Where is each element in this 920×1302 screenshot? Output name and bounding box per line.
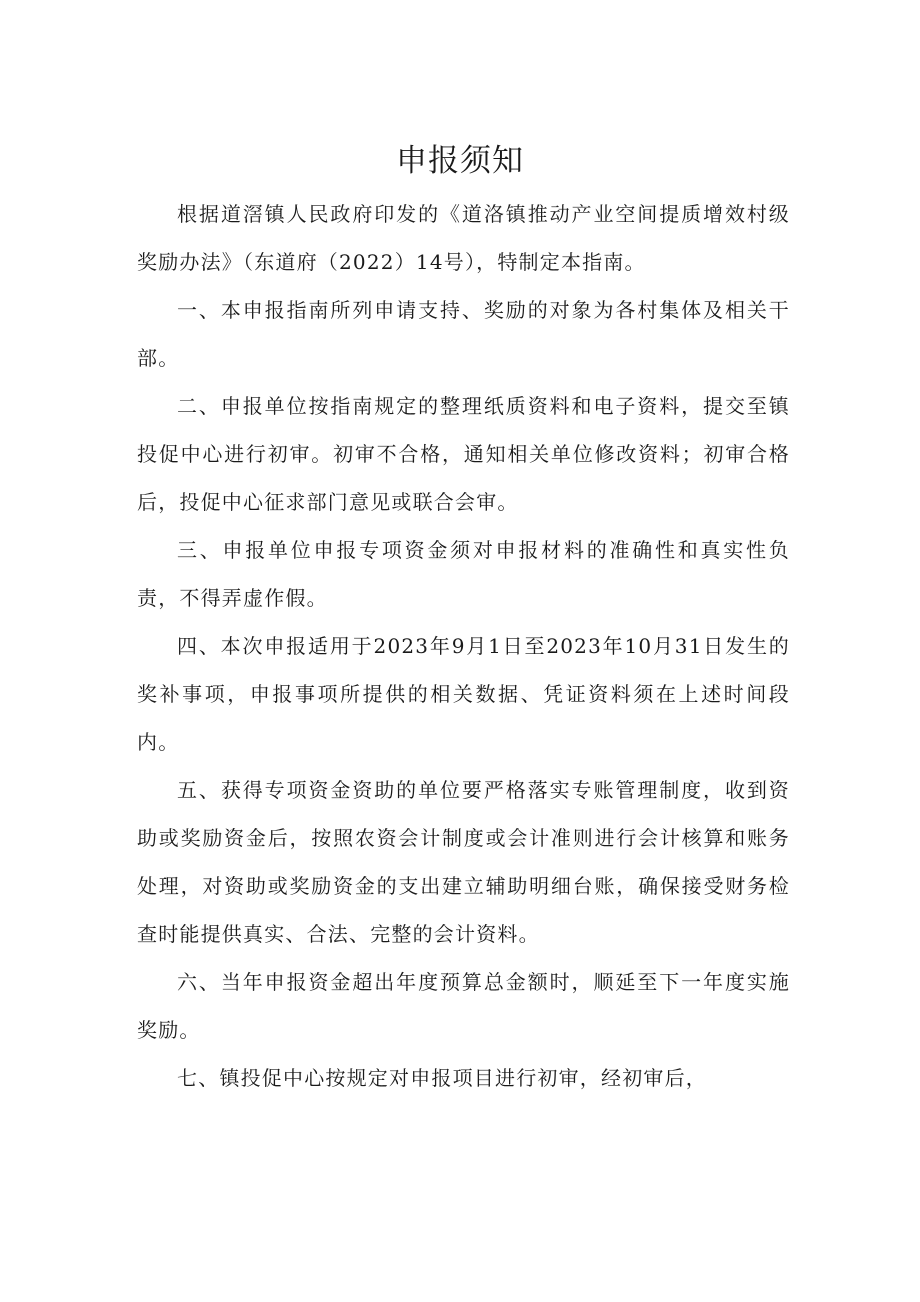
paragraph-item-3: 三、申报单位申报专项资金须对申报材料的准确性和真实性负责，不得弄虚作假。 [137, 538, 790, 610]
paragraph-item-5: 五、获得专项资金资助的单位要严格落实专账管理制度，收到资助或奖励资金后，按照农资会计制度或会计准则进行会计核算和账务处理，对资助或奖励资金的支出建立辅助明细台账，确保接受财务检查时能提供真实、合法、完整的会计资料。 [137, 778, 790, 946]
paragraph-item-1: 一、本申报指南所列申请支持、奖励的对象为各村集体及相关干部。 [137, 298, 790, 370]
paragraph-item-4: 四、本次申报适用于2023年9月1日至2023年10月31日发生的奖补事项，申报事项所提供的相关数据、凭证资料须在上述时间段内。 [137, 634, 790, 754]
document-body [137, 190, 790, 1102]
paragraph-item-6: 六、当年申报资金超出年度预算总金额时，顺延至下一年度实施奖励。 [137, 970, 790, 1042]
document-title: 申报须知 [396, 142, 524, 179]
paragraph-item-2: 二、申报单位按指南规定的整理纸质资料和电子资料，提交至镇投促中心进行初审。初审不合格，通知相关单位修改资料；初审合格后，投促中心征求部门意见或联合会审。 [137, 394, 790, 514]
paragraph-item-7: 七、镇投促中心按规定对申报项目进行初审，经初审后， [177, 1066, 707, 1090]
paragraph-intro: 根据道滘镇人民政府印发的《道洛镇推动产业空间提质增效村级奖励办法》（东道府（2022）14号），特制定本指南。 [137, 202, 790, 274]
